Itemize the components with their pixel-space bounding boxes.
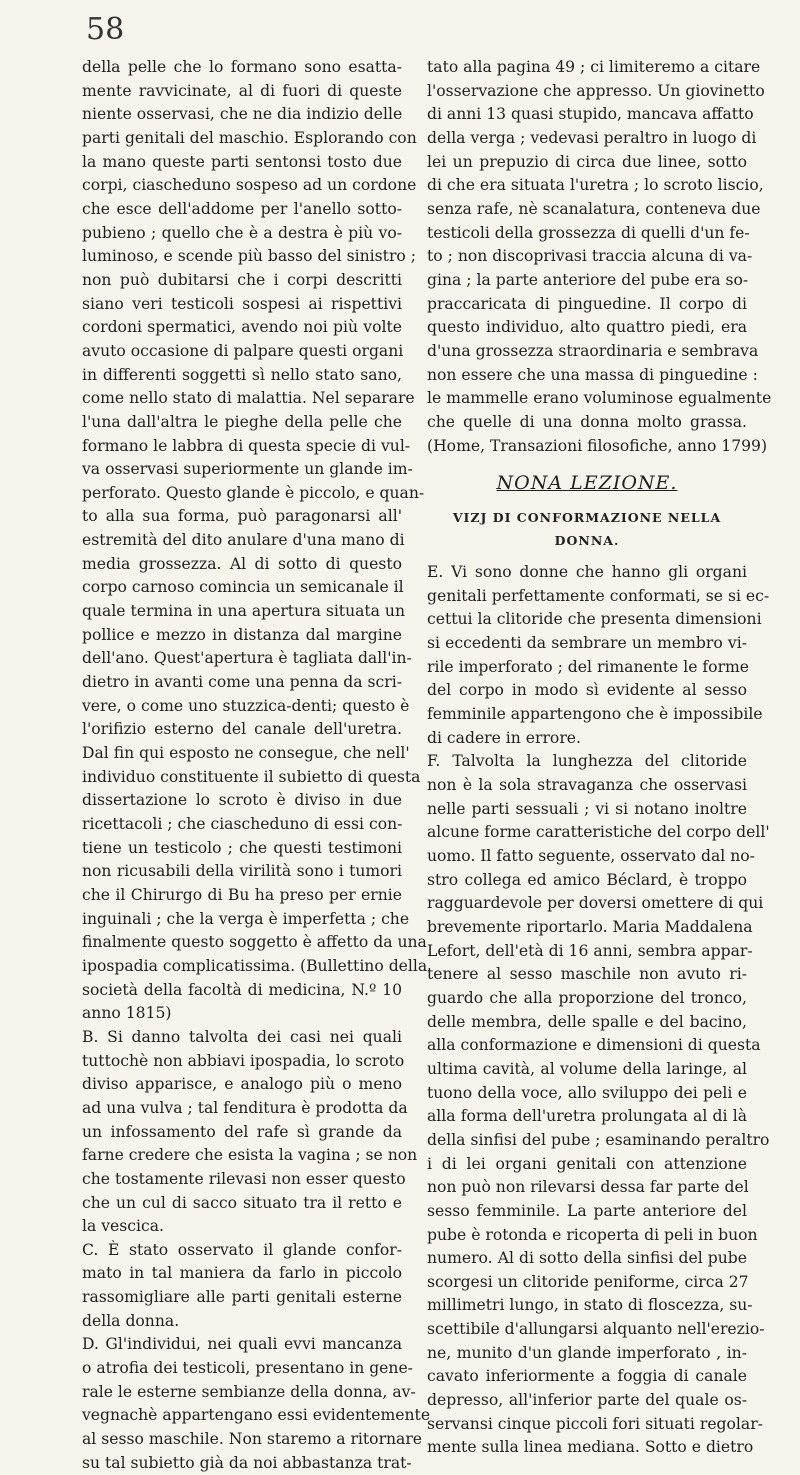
text-line: mente ravvicinate, al di fuori di queste <box>82 81 402 100</box>
text-line: quale termina in una apertura situata un <box>82 602 406 621</box>
text-line: cettui la clitoride che presenta dimensioni <box>427 610 762 629</box>
text-line: testicoli della grossezza di quelli d'un fe- <box>427 223 750 242</box>
text-line: numero. Al di sotto della sinfisi del pube <box>427 1249 747 1268</box>
text-line: dissertazione lo scroto è diviso in due <box>82 791 402 810</box>
text-line: praccaricata di pinguedine. Il corpo di <box>427 294 747 313</box>
text-line: rale le esterne sembianze della donna, av- <box>82 1382 416 1401</box>
text-line: stro collega ed amico Béclard, è troppo <box>427 870 747 889</box>
text-line: alla conformazione e dimensioni di questa <box>427 1036 761 1055</box>
text-line: diviso apparisce, e analogo più o meno <box>82 1075 402 1094</box>
text-line: pubieno ; quello che è a destra è più vo- <box>82 223 402 242</box>
text-line: farne credere che esista la vagina ; se non <box>82 1146 418 1165</box>
text-line: (Home, Transazioni filosofiche, anno 1799) <box>427 436 768 455</box>
text-line: brevemente riportarlo. Maria Maddalena <box>427 917 753 936</box>
text-line: di che era situata l'uretra ; lo scroto liscio, <box>427 176 764 195</box>
right-column <box>427 56 772 1460</box>
text-line: to ; non discoprivasi traccia alcuna di va- <box>427 247 753 266</box>
text-line: F. Talvolta la lunghezza del clitoride <box>427 752 747 771</box>
text-line: della verga ; vedevasi peraltro in luogo di <box>427 128 757 147</box>
text-line: uomo. Il fatto seguente, osservato dal no- <box>427 847 755 865</box>
text-line: sesso femminile. La parte anteriore del <box>427 1201 747 1220</box>
text-line: le mammelle erano voluminose egualmente <box>427 389 772 408</box>
text-line: che un cul di sacco situato tra il retto e <box>82 1193 402 1212</box>
text-line: rile imperforato ; del rimanente le forme <box>427 657 750 676</box>
text-line: alla forma dell'uretra prolungata al di là <box>427 1107 747 1126</box>
text-line: ragguardevole per doversi omettere di qui <box>427 894 764 913</box>
text-line: cordoni spermatici, avendo noi più volte <box>82 318 402 337</box>
text-line: l'una dall'altra le pieghe della pelle che <box>82 412 402 431</box>
text-line: di anni 13 quasi stupido, mancava affatto <box>427 105 754 124</box>
text-line: D. Gl'individui, nei quali evvi mancanza <box>82 1335 402 1354</box>
text-line: servansi cinque piccoli fori situati regolar- <box>427 1414 763 1433</box>
text-line: cavato inferiormente a foggia di canale <box>427 1367 747 1386</box>
text-line: che quelle di una donna molto grassa. <box>427 412 747 431</box>
text-line: C. È stato osservato il glande confor- <box>82 1240 402 1259</box>
text-line: avuto occasione di palpare questi organi <box>82 341 404 360</box>
text-line: pube è rotonda e ricoperta di peli in buon <box>427 1225 758 1244</box>
text-line: luminoso, e scende più basso del sinistro ; <box>82 247 416 266</box>
text-line: l'osservazione che appresso. Un giovinetto <box>427 81 765 100</box>
text-line: della donna. <box>82 1311 180 1330</box>
text-line: nelle parti sessuali ; vi si notano inoltre <box>427 799 747 818</box>
text-line: Dal fin qui esposto ne consegue, che nell' <box>82 744 410 763</box>
text-line: la vescica. <box>82 1217 164 1236</box>
text-line: rassomigliare alle parti genitali esterne <box>82 1288 402 1307</box>
text-line: pollice e mezzo in distanza dal margine <box>82 625 402 644</box>
text-line: senza rafe, nè scanalatura, conteneva due <box>427 199 761 218</box>
text-line: non può dubitarsi che i corpi descritti <box>82 270 402 289</box>
text-line: to alla sua forma, può paragonarsi all' <box>82 507 402 526</box>
text-line: di cadere in errore. <box>427 728 581 747</box>
text-line: individuo constituente il subietto di questa <box>82 767 421 786</box>
text-line: corpi, ciascheduno sospeso ad un cordone <box>82 176 417 195</box>
text-line: estremità del dito anulare d'una mano di <box>82 531 405 550</box>
text-line: gina ; la parte anteriore del pube era so- <box>427 270 749 289</box>
text-line: dell'ano. Quest'apertura è tagliata dall'in- <box>82 649 412 668</box>
text-line: non è la sola stravaganza che osservasi <box>427 776 747 795</box>
right-column-top-text <box>427 56 772 458</box>
text-line: questo individuo, alto quattro piedi, era <box>427 318 747 337</box>
text-line: un infossamento del rafe sì grande da <box>82 1122 402 1141</box>
text-line: non essere che una massa di pinguedine : <box>427 365 758 384</box>
text-line: si eccedenti da sembrare un membro vi- <box>427 634 747 653</box>
text-line: al sesso maschile. Non staremo a ritornare <box>82 1430 423 1449</box>
text-line: non ricusabili della virilità sono i tumori <box>82 862 402 881</box>
text-line: non può non rilevarsi dessa far parte del <box>427 1178 749 1197</box>
text-line: tiene un testicolo ; che questi testimoni <box>82 838 402 857</box>
text-line: della pelle che lo formano sono esatta- <box>82 58 402 76</box>
text-line: niente osservasi, che ne dia indizio delle <box>82 105 403 124</box>
text-line: alcune forme caratteristiche del corpo dell' <box>427 823 770 842</box>
text-line: ad una vulva ; tal fenditura è prodotta da <box>82 1098 408 1117</box>
text-line: che il Chirurgo di Bu ha preso per ernie <box>82 885 402 904</box>
text-line: corpo carnoso comincia un semicanale il <box>82 578 404 597</box>
text-line: ne, munito d'un glande imperforato , in- <box>427 1343 747 1362</box>
page-number: 58 <box>86 12 125 47</box>
text-line: delle membra, delle spalle e del bacino, <box>427 1012 747 1031</box>
section-subheading: VIZJ DI CONFORMAZIONE NELLA DONNA. <box>452 509 722 549</box>
text-line: formano le labbra di questa specie di vul- <box>82 436 411 455</box>
text-line: vegnachè appartengano essi evidentemente <box>82 1406 431 1425</box>
text-line: perforato. Questo glande è piccolo, e quan- <box>82 483 425 502</box>
text-line: ultima cavità, al volume della laringe, al <box>427 1059 747 1078</box>
text-line: che tostamente rilevasi non esser questo <box>82 1169 406 1188</box>
left-column <box>82 56 431 1475</box>
text-line: finalmente questo soggetto è affetto da una <box>82 933 427 952</box>
text-line: Lefort, dell'età di 16 anni, sembra appar- <box>427 941 753 960</box>
text-line: tato alla pagina 49 ; ci limiteremo a citare <box>427 58 761 76</box>
text-line: va osservasi superiormente un glande im- <box>82 460 413 479</box>
text-line: parti genitali del maschio. Esplorando con <box>82 128 417 147</box>
text-line: la mano queste parti sentonsi tosto due <box>82 152 402 171</box>
text-line: B. Si danno talvolta dei casi nei quali <box>82 1027 402 1046</box>
section-heading: NONA LEZIONE. <box>496 472 678 495</box>
text-line: mato in tal maniera da farlo in piccolo <box>82 1264 402 1283</box>
text-line: come nello stato di malattia. Nel separare <box>82 389 415 408</box>
text-line: genitali perfettamente conformati, se si ec- <box>427 586 770 605</box>
text-line: o atrofia dei testicoli, presentano in gene- <box>82 1359 413 1378</box>
text-line: millimetri lungo, in stato di floscezza, su- <box>427 1296 753 1315</box>
text-line: femminile appartengono che è impossibile <box>427 705 763 724</box>
text-line: siano veri testicoli sospesi ai rispettivi <box>82 294 402 313</box>
text-line: tenere al sesso maschile non avuto ri- <box>427 965 747 984</box>
text-line: tuono della voce, allo sviluppo dei peli e <box>427 1083 747 1102</box>
text-line: tuttochè non abbiavi ipospadia, lo scroto <box>82 1051 405 1070</box>
text-line: inguinali ; che la verga è imperfetta ; che <box>82 909 410 928</box>
text-line: guardo che alla proporzione del tronco, <box>427 988 747 1007</box>
text-line: dietro in avanti come una penna da scri- <box>82 673 402 692</box>
text-line: depresso, all'inferior parte del quale os- <box>427 1391 747 1410</box>
text-line: del corpo in modo sì evidente al sesso <box>427 681 747 700</box>
text-line: mente sulla linea mediana. Sotto e dietro <box>427 1438 754 1457</box>
text-line: anno 1815) <box>82 1004 172 1023</box>
text-line: ricettacoli ; che ciascheduno di essi con- <box>82 815 403 833</box>
text-line: l'orifizio esterno del canale dell'uretra. <box>82 720 402 739</box>
text-line: media grossezza. Al di sotto di questo <box>82 554 402 573</box>
text-line: vere, o come uno stuzzica-denti; questo è <box>82 696 410 715</box>
text-line: E. Vi sono donne che hanno gli organi <box>427 563 747 582</box>
text-line: scorgesi un clitoride peniforme, circa 27 <box>427 1272 749 1291</box>
text-line: ipospadia complicatissima. (Bullettino della <box>82 956 428 975</box>
text-line: società della facoltà di medicina, N.º 10 <box>82 980 402 999</box>
text-line: i di lei organi genitali con attenzione <box>427 1154 747 1173</box>
text-line: lei un prepuzio di circa due linee, sotto <box>427 152 747 171</box>
text-line: della sinfisi del pube ; esaminando peraltro <box>427 1130 770 1149</box>
right-column-bottom-text <box>427 561 770 1460</box>
text-line: d'una grossezza straordinaria e sembrava <box>427 341 759 360</box>
text-line: scettibile d'allungarsi alquanto nell'erezio- <box>427 1320 765 1339</box>
text-line: su tal subietto già da noi abbastanza trat- <box>82 1453 412 1472</box>
text-line: in differenti soggetti sì nello stato sano, <box>82 365 402 384</box>
text-line: che esce dell'addome per l'anello sotto- <box>82 199 402 218</box>
